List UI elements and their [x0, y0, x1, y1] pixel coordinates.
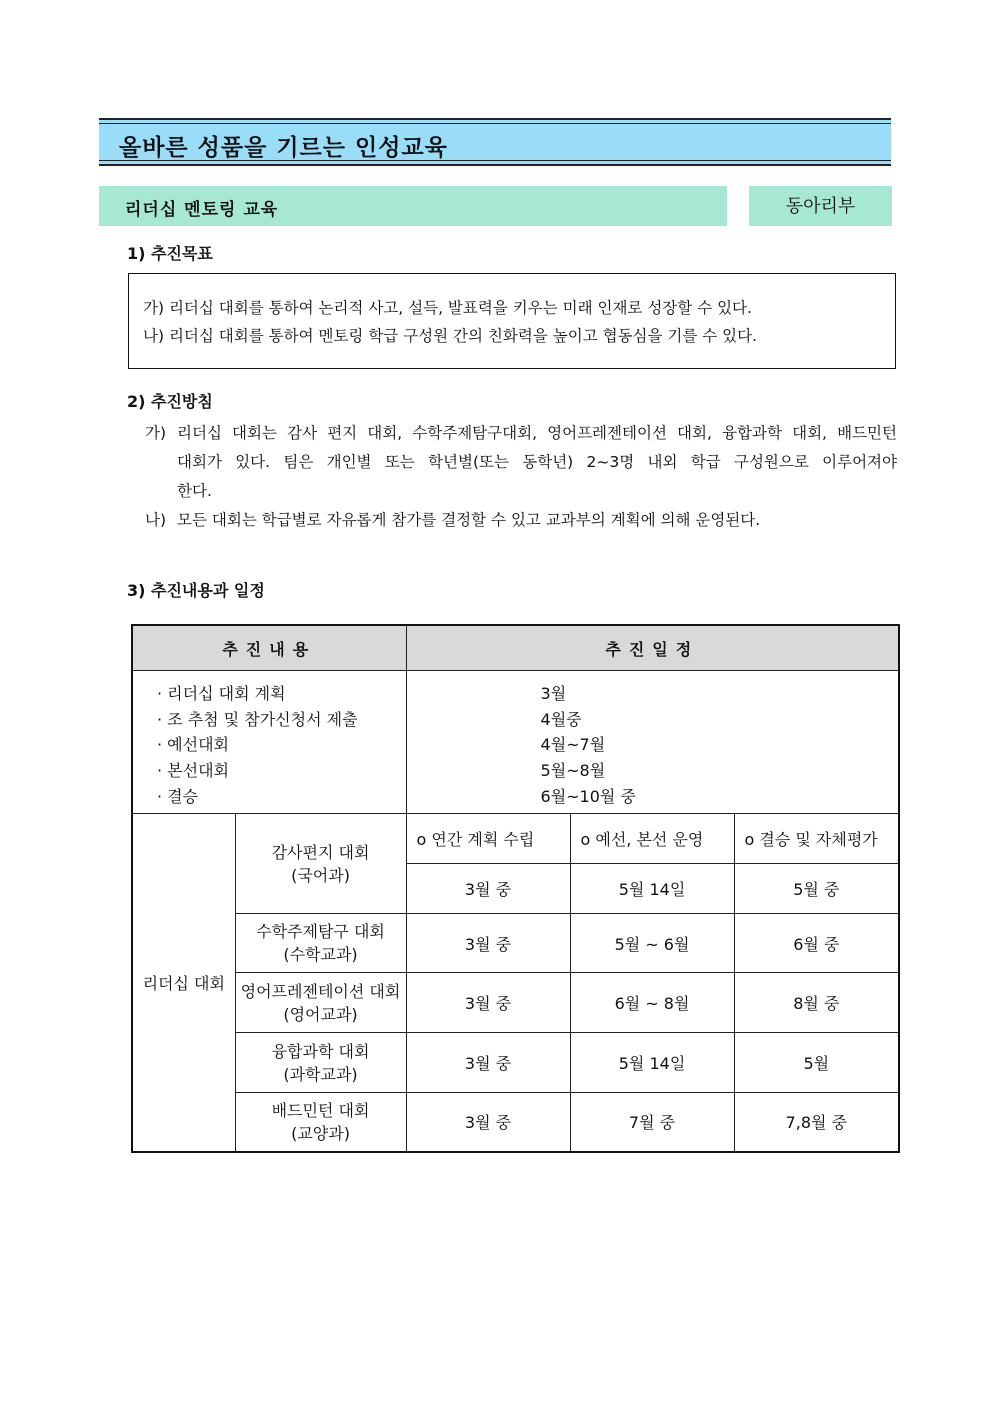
contest-prelim-date: 7월 중: [570, 1093, 734, 1152]
contest-final-date: 7,8월 중: [734, 1093, 899, 1152]
contest-prelim-date: 6월 ~ 8월: [570, 973, 734, 1033]
goals-heading: 1) 추진목표: [127, 244, 213, 263]
policy-item-line: 한다.: [177, 482, 212, 500]
overview-dates: [406, 671, 899, 814]
goal-item: 가) 리더십 대회를 통하여 논리적 사고, 설득, 발표력을 키우는 미래 인재로 성장할 수 있다.: [143, 299, 752, 317]
schedule-header-row: [132, 625, 899, 671]
contest-plan-date: 3월 중: [406, 1033, 570, 1093]
overview-item: · 본선대회: [157, 761, 229, 781]
overview-date: 5월~8월: [540, 761, 606, 781]
schedule-table: [131, 624, 900, 1153]
overview-date: 6월~10월 중: [540, 786, 636, 806]
policy-heading: 2) 추진방침: [127, 392, 213, 411]
overview-item: · 조 추첨 및 참가신청서 제출: [157, 709, 358, 729]
contest-name-cell: [235, 1093, 406, 1152]
policy-list: [145, 419, 897, 535]
contest-plan-date: 3월 중: [406, 1093, 570, 1152]
overview-item: · 예선대회: [157, 735, 229, 755]
goal-item: 나) 리더십 대회를 통하여 멘토링 학급 구성원 간의 친화력을 높이고 협동심을 기를 수 있다.: [143, 327, 758, 345]
contest-dept: (영어교과): [283, 1004, 358, 1024]
col-header-schedule: 추진일정: [406, 625, 899, 671]
phase-header-row: [132, 814, 899, 864]
contest-name: 융합과학 대회: [271, 1041, 370, 1061]
overview-row: [132, 671, 899, 814]
contest-dept: (교양과): [291, 1123, 350, 1143]
overview-date: 4월중: [540, 709, 582, 729]
contest-plan-date: 3월 중: [406, 864, 570, 914]
overview-item: · 리더십 대회 계획: [157, 684, 286, 703]
overview-date: 3월: [540, 684, 567, 703]
contest-dept: (국어과): [291, 865, 350, 885]
overview-date: 4월~7월: [540, 735, 606, 755]
contest-plan-date: 3월 중: [406, 973, 570, 1033]
section-title: 리더십 멘토링 교육: [125, 200, 279, 220]
goals-box: [128, 273, 896, 369]
policy-item: [145, 506, 897, 535]
contest-plan-date: 3월 중: [406, 914, 570, 973]
phase-header-plan: o 연간 계획 수립: [406, 814, 570, 864]
phase-header-final: o 결승 및 자체평가: [734, 814, 899, 864]
overview-item: · 결승: [157, 786, 199, 806]
policy-item: [145, 419, 897, 506]
phase-header-prelim: o 예선, 본선 운영: [570, 814, 734, 864]
contest-name: 감사편지 대회: [271, 842, 370, 862]
contest-name: 영어프레젠테이션 대회: [240, 981, 401, 1001]
section-title-bar: [99, 186, 727, 226]
policy-item-mark: 나): [145, 511, 167, 529]
contest-row: [132, 1093, 899, 1152]
contest-prelim-date: 5월 ~ 6월: [570, 914, 734, 973]
policy-item-line: 모든 대회는 학급별로 자유롭게 참가를 결정할 수 있고 교과부의 계획에 의해 운영된다.: [177, 511, 761, 529]
contest-prelim-date: 5월 14일: [570, 864, 734, 914]
contest-row: [132, 914, 899, 973]
page-title: 올바른 성품을 기르는 인성교육: [119, 135, 448, 161]
contest-final-date: 8월 중: [734, 973, 899, 1033]
contest-row: [132, 1033, 899, 1093]
contest-final-date: 5월 중: [734, 864, 899, 914]
overview-items: [132, 671, 406, 814]
department-badge: 동아리부: [749, 186, 892, 226]
contest-name: 배드민턴 대회: [271, 1100, 370, 1120]
contest-prelim-date: 5월 14일: [570, 1033, 734, 1093]
col-header-content: 추진내용: [132, 625, 406, 671]
contest-group-label: 리더십 대회: [132, 814, 235, 1152]
contest-final-date: 6월 중: [734, 914, 899, 973]
contest-name-cell: [235, 1033, 406, 1093]
contest-name-cell: [235, 973, 406, 1033]
contest-name-cell: [235, 914, 406, 973]
policy-item-line: 대회가 있다. 팀은 개인별 또는 학년별(또는 동학년) 2~3명 내외 학급 구성원으로 이루어져야: [177, 453, 897, 471]
page-title-bar: [99, 118, 891, 166]
contest-name-cell: [235, 814, 406, 914]
contest-name: 수학주제탐구 대회: [256, 922, 385, 941]
contest-dept: (과학교과): [283, 1064, 358, 1084]
contest-row: [132, 973, 899, 1033]
policy-item-line: 리더십 대회는 감사 편지 대회, 수학주제탐구대회, 영어프레젠테이션 대회, 융합과학 대회, 배드민턴: [177, 424, 897, 442]
contest-dept: (수학교과): [283, 945, 358, 964]
schedule-heading: 3) 추진내용과 일정: [127, 581, 265, 600]
policy-item-mark: 가): [145, 424, 167, 442]
contest-final-date: 5월: [734, 1033, 899, 1093]
